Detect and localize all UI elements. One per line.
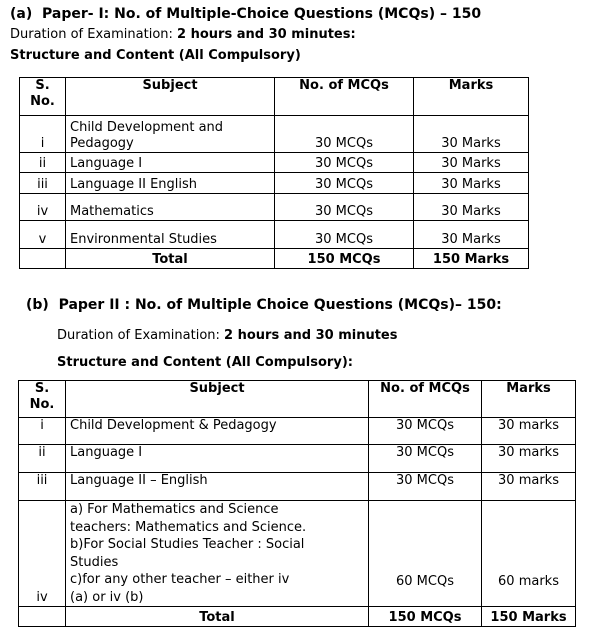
sno-cell: i [19, 418, 66, 445]
table-row [20, 221, 529, 249]
paper2-header-row [19, 381, 576, 418]
subject-line: (a) or iv (b) [70, 589, 144, 605]
table-row [19, 501, 576, 607]
sno-cell: ii [19, 445, 66, 473]
table-row [19, 445, 576, 473]
paper2-header-sno: S. No. [19, 381, 66, 418]
mcqs-cell: 30 MCQs [275, 221, 414, 249]
paper2-total-row [19, 607, 576, 627]
sno-cell: iv [20, 194, 66, 221]
sno-cell: iv [19, 501, 66, 607]
marks-cell: 60 marks [482, 501, 576, 607]
subject-line: Studies [70, 554, 119, 570]
paper1-heading-text: Paper- I: No. of Multiple-Choice Questions (MCQs) – 150 [42, 6, 482, 22]
sno-cell: i [20, 116, 66, 153]
marks-cell: 30 Marks [414, 221, 529, 249]
sno-cell: iii [19, 473, 66, 501]
subject-cell: Language II English [66, 173, 275, 194]
total-blank-cell [19, 607, 66, 627]
subject-cell-multiline [66, 501, 369, 607]
subject-cell: Child Development & Pedagogy [66, 418, 369, 445]
mcqs-cell: 30 MCQs [369, 418, 482, 445]
paper1-duration-label: Duration of Examination: [10, 27, 173, 42]
marks-cell: 30 marks [482, 418, 576, 445]
paper1-header-subject: Subject [66, 78, 275, 116]
total-mcqs: 150 MCQs [275, 249, 414, 269]
table-row [20, 116, 529, 153]
table-row [20, 194, 529, 221]
paper2-table [18, 380, 576, 627]
total-marks: 150 Marks [414, 249, 529, 269]
subject-cell: Language I [66, 445, 369, 473]
paper2-duration [57, 328, 398, 343]
subject-cell: Language II – English [66, 473, 369, 501]
mcqs-cell: 30 MCQs [369, 473, 482, 501]
mcqs-cell: 30 MCQs [275, 153, 414, 173]
paper1-total-row [20, 249, 529, 269]
marks-cell: 30 Marks [414, 116, 529, 153]
paper1-header-marks: Marks [414, 78, 529, 116]
table-row [19, 473, 576, 501]
marks-cell: 30 Marks [414, 153, 529, 173]
total-marks: 150 Marks [482, 607, 576, 627]
subject-line: a) For Mathematics and Science [70, 502, 279, 517]
paper2-header-subject: Subject [66, 381, 369, 418]
paper1-duration [10, 27, 356, 42]
paper2-structure: Structure and Content (All Compulsory): [57, 355, 353, 370]
sno-cell: v [20, 221, 66, 249]
paper2-header-marks: Marks [482, 381, 576, 418]
paper2-header-mcqs: No. of MCQs [369, 381, 482, 418]
subject-line: teachers: Mathematics and Science. [70, 519, 307, 535]
paper1-table [19, 77, 529, 269]
mcqs-cell: 60 MCQs [369, 501, 482, 607]
paper2-heading [26, 297, 502, 313]
sno-cell: iii [20, 173, 66, 194]
total-mcqs: 150 MCQs [369, 607, 482, 627]
marks-cell: 30 Marks [414, 173, 529, 194]
paper1-duration-value: 2 hours and 30 minutes: [177, 27, 356, 42]
subject-line: b)For Social Studies Teacher : Social [70, 537, 305, 552]
subject-cell: Child Development and Pedagogy [66, 116, 275, 153]
table-row [20, 153, 529, 173]
sno-cell: ii [20, 153, 66, 173]
total-blank-cell [20, 249, 66, 269]
paper2-heading-label: (b) [26, 297, 49, 313]
paper2-heading-text: Paper II : No. of Multiple Choice Questions (MCQs)– 150: [58, 297, 502, 313]
paper1-structure: Structure and Content (All Compulsory) [10, 48, 301, 63]
subject-line: c)for any other teacher – either iv [70, 572, 290, 587]
subject-cell: Language I [66, 153, 275, 173]
paper1-header-mcqs: No. of MCQs [275, 78, 414, 116]
subject-cell: Environmental Studies [66, 221, 275, 249]
paper2-duration-label: Duration of Examination: [57, 328, 220, 343]
mcqs-cell: 30 MCQs [275, 194, 414, 221]
paper1-header-row [20, 78, 529, 116]
mcqs-cell: 30 MCQs [275, 116, 414, 153]
table-row [20, 173, 529, 194]
marks-cell: 30 Marks [414, 194, 529, 221]
mcqs-cell: 30 MCQs [369, 445, 482, 473]
paper1-heading-label: (a) [10, 6, 33, 22]
table-row [19, 418, 576, 445]
subject-cell: Mathematics [66, 194, 275, 221]
paper1-heading [10, 6, 481, 22]
paper1-header-sno: S. No. [20, 78, 66, 116]
mcqs-cell: 30 MCQs [275, 173, 414, 194]
marks-cell: 30 marks [482, 473, 576, 501]
paper2-duration-value: 2 hours and 30 minutes [224, 328, 398, 343]
total-label: Total [66, 249, 275, 269]
total-label: Total [66, 607, 369, 627]
marks-cell: 30 marks [482, 445, 576, 473]
